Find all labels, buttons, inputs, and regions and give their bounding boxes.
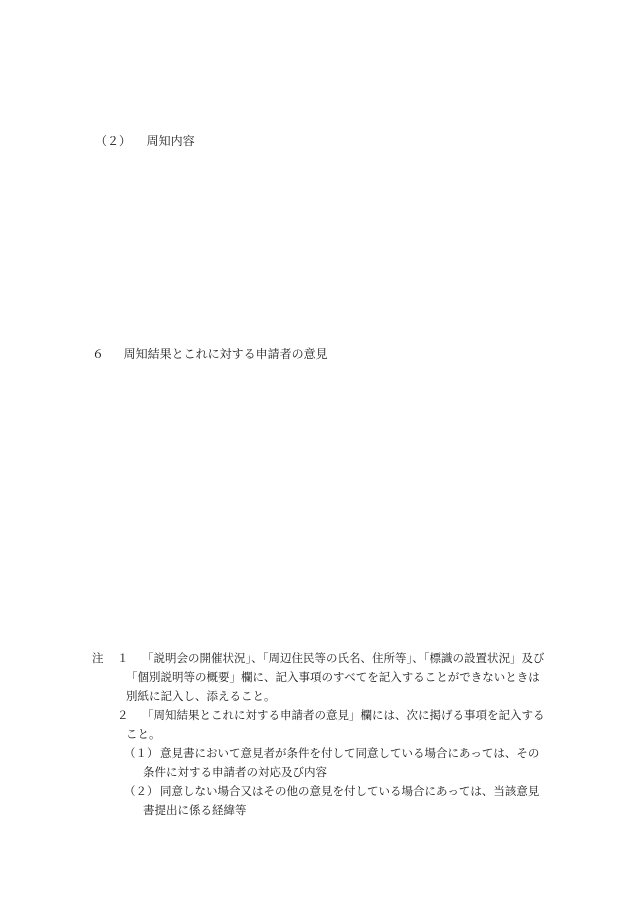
note-2-sub-1-number: （１） [124,746,159,760]
note-2-sub-2-line-2: 書提出に係る経緯等 [143,803,247,817]
note-1-number: １ [117,651,129,665]
note-2-sub-1-line-1: 意見書において意見者が条件を付して同意している場合にあっては、その [160,746,540,760]
note-2-sub-2-line-1: 同意しない場合又はその他の意見を付している場合にあっては、当該意見 [160,784,540,798]
note-1-line-1: 「説明会の開催状況」、「周辺住民等の氏名、住所等」、「標識の設置状況」及び [142,651,545,665]
note-2-line-2: こと。 [126,727,161,741]
note-2-sub-2-number: （２） [124,784,159,798]
note-2-sub-1-line-2: 条件に対する申請者の対応及び内容 [143,765,327,779]
section-6-title: 周知結果とこれに対する申請者の意見 [123,347,328,361]
note-2-number: ２ [117,708,129,722]
note-1-line-2: 「個別説明等の概要」欄に、記入事項のすべてを記入することができないときは [126,670,540,684]
section-6-number: ６ [92,347,105,361]
note-1-line-3: 別紙に記入し、添えること。 [126,689,276,703]
note-2-line-1: 「周知結果とこれに対する申請者の意見」欄には、次に掲げる事項を記入する [142,708,545,722]
notes-label: 注 [92,651,104,665]
section-6-heading [92,347,328,361]
section-5-2-title: 周知内容 [146,134,195,148]
section-5-2-number: （２） [95,134,132,148]
section-5-2-heading [95,134,195,148]
